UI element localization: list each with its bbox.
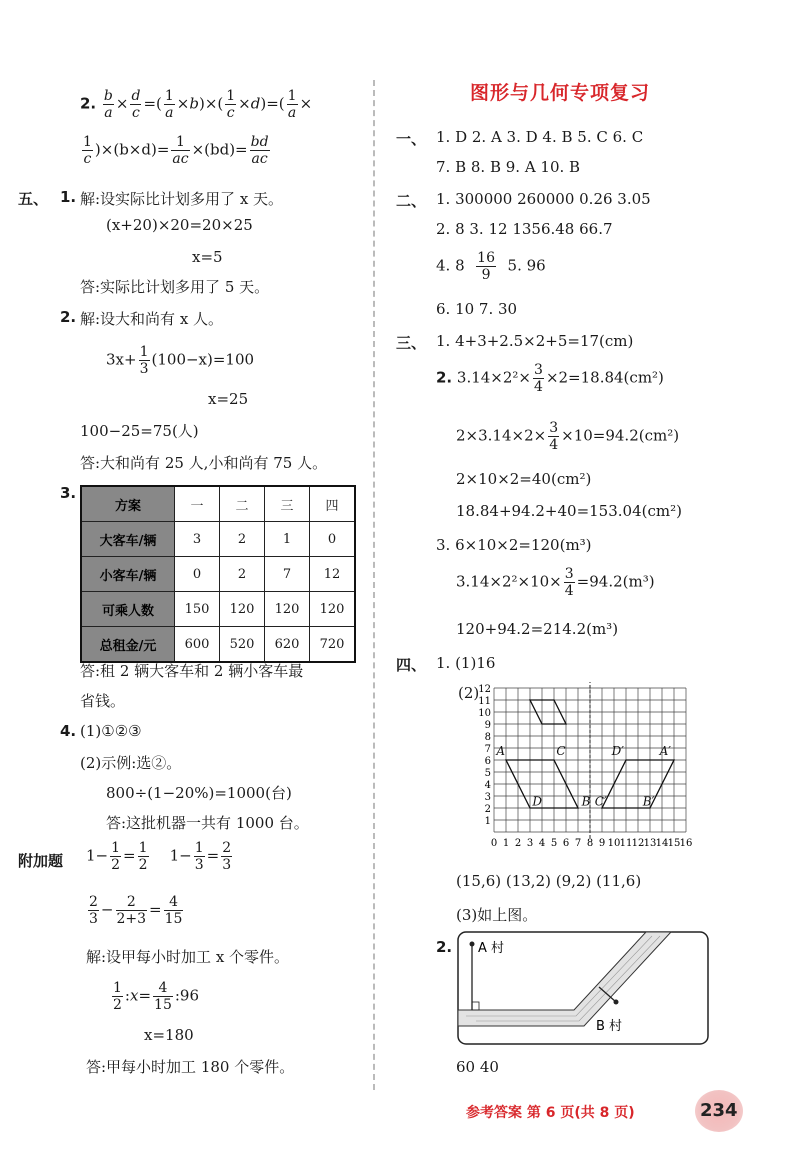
page-number: 234 xyxy=(700,1100,738,1121)
table-row xyxy=(81,522,355,557)
fraction: $\frac{1}{3}$ xyxy=(139,344,149,377)
s4-coords: (15,6) (13,2) (9,2) (11,6) xyxy=(456,872,642,890)
x-tick-label: 9 xyxy=(598,838,606,849)
eq-part: (100−x)=100 xyxy=(151,350,255,369)
s4-q1: 1. (1)16 xyxy=(436,654,496,672)
y-tick-label: 12 xyxy=(478,684,491,695)
sec1-line2: 7. B 8. B 9. A 10. B xyxy=(436,158,581,176)
fraction: $\frac{1}{2}$ xyxy=(138,840,148,873)
fraction: $\frac{1}{a}$ xyxy=(287,88,297,121)
y-tick-label: 4 xyxy=(484,780,491,791)
table-row xyxy=(81,627,355,663)
point-label: D xyxy=(532,794,543,809)
row-label: 小客车/辆 xyxy=(81,557,175,592)
s5-q2-text: 解:设大和尚有 x 人。 xyxy=(80,310,224,328)
grid-labels xyxy=(478,684,692,849)
fraction: $\frac{16}{9}$ xyxy=(477,250,495,283)
sec2-line2: 2. 8 3. 12 1356.48 66.7 xyxy=(436,220,613,238)
table-row xyxy=(81,592,355,627)
y-tick-label: 1 xyxy=(484,816,491,827)
x-tick-label: 5 xyxy=(550,838,558,849)
s3-q2-eq2: 2×3.14×2× $\frac{3}{4}$ ×10=94.2(cm²) xyxy=(456,420,680,453)
village-a-label: A 村 xyxy=(478,941,505,956)
table-cell: 1 xyxy=(265,522,310,557)
text: ×10=94.2(cm²) xyxy=(561,426,680,445)
y-tick-label: 2 xyxy=(484,804,491,815)
village-b-label: B 村 xyxy=(596,1019,623,1034)
s5-q4-eq: 800÷(1−20%)=1000(台) xyxy=(106,784,292,802)
x-tick-label: 4 xyxy=(538,838,546,849)
fraction: $\frac{4}{15}$ xyxy=(164,894,183,927)
point-label: A′ xyxy=(659,744,671,759)
section-1-label: 一、 xyxy=(396,130,427,148)
table-cell: 2 xyxy=(220,557,265,592)
s5-q1-label: 1. xyxy=(60,188,77,206)
point-label: B xyxy=(581,794,591,809)
table-cell: 720 xyxy=(310,627,356,663)
section-title: 图形与几何专项复习 xyxy=(470,82,651,104)
s5-q2-eq2: x=25 xyxy=(208,390,249,408)
s5-q2-eq1 xyxy=(106,344,254,377)
row-label: 可乘人数 xyxy=(81,592,175,627)
table-header-cell: 三 xyxy=(265,486,310,522)
s4-q2-answer: 60 40 xyxy=(456,1058,499,1076)
y-tick-label: 5 xyxy=(484,768,491,779)
point-label: B′ xyxy=(642,794,655,809)
table-row xyxy=(81,557,355,592)
fraction: $\frac{3}{4}$ xyxy=(534,362,543,395)
s3-q2-label: 2. xyxy=(436,368,453,387)
s3-q3: 3. 6×10×2=120(m³) xyxy=(436,536,592,554)
s5-q4-part2: (2)示例:选②。 xyxy=(80,754,182,772)
table-cell: 0 xyxy=(310,522,356,557)
s5-q3-answer-1: 答:租 2 辆大客车和 2 辆小客车最 xyxy=(80,662,304,680)
x-tick-label: 10 xyxy=(607,838,621,849)
fraction: $\frac{1}{ac}$ xyxy=(172,134,189,167)
text: 4. 8 xyxy=(436,256,465,275)
s3-q3-eq3: 120+94.2=214.2(m³) xyxy=(456,620,619,638)
fraction: $\frac{1}{2}$ xyxy=(111,840,121,873)
s5-q4-part1: (1)①②③ xyxy=(80,722,142,740)
x-tick-label: 16 xyxy=(679,838,693,849)
text: 5. 96 xyxy=(507,256,546,275)
s5-q1-eq1: (x+20)×20=20×25 xyxy=(106,216,253,234)
section-3-label: 三、 xyxy=(396,334,427,352)
village-map xyxy=(456,930,716,1050)
y-tick-label: 11 xyxy=(478,696,491,707)
section-5-label: 五、 xyxy=(18,190,49,208)
point-label: C′ xyxy=(594,794,607,809)
s5-q2-label: 2. xyxy=(60,308,77,326)
table-header-cell: 四 xyxy=(310,486,356,522)
table-cell: 0 xyxy=(175,557,220,592)
fraction: $\frac{1}{3}$ xyxy=(194,840,204,873)
s5-q3-label: 3. xyxy=(60,484,77,502)
section-4-label: 四、 xyxy=(396,656,427,674)
y-tick-label: 10 xyxy=(478,708,491,719)
table-header-row xyxy=(81,486,355,522)
s5-q1-text: 解:设实际比计划多用了 x 天。 xyxy=(80,190,284,208)
text: ×2=18.84(cm²) xyxy=(545,368,664,387)
fraction: $\frac{1}{c}$ xyxy=(226,88,236,121)
table-cell: 12 xyxy=(310,557,356,592)
text: =94.2(m³) xyxy=(576,572,655,591)
x-tick-label: 13 xyxy=(643,838,657,849)
s3-q3-eq2: 3.14×2²×10× $\frac{3}{4}$ =94.2(m³) xyxy=(456,566,655,599)
table-cell: 120 xyxy=(310,592,356,627)
s5-q3-answer-2: 省钱。 xyxy=(80,692,126,710)
plan-table xyxy=(80,485,356,663)
left-q2-line2 xyxy=(80,134,272,167)
fraction: $\frac{1}{a}$ xyxy=(164,88,174,121)
y-tick-label: 8 xyxy=(484,732,491,743)
row-label: 总租金/元 xyxy=(81,627,175,663)
footer-text: 参考答案 第 6 页(共 8 页) xyxy=(466,1105,635,1121)
x-tick-label: 0 xyxy=(490,838,498,849)
y-tick-label: 6 xyxy=(484,756,491,767)
table-cell: 620 xyxy=(265,627,310,663)
fraction: $\frac{3}{4}$ xyxy=(549,420,559,453)
x-tick-label: 15 xyxy=(667,838,681,849)
table-cell: 520 xyxy=(220,627,265,663)
sec1-line1: 1. D 2. A 3. D 4. B 5. C 6. C xyxy=(436,128,644,146)
bonus-eq2: x=180 xyxy=(144,1026,194,1044)
village-b-point xyxy=(614,1000,619,1005)
table-cell: 150 xyxy=(175,592,220,627)
x-tick-label: 1 xyxy=(502,838,510,849)
bonus-answer: 答:甲每小时加工 180 个零件。 xyxy=(86,1058,295,1076)
table-cell: 600 xyxy=(175,627,220,663)
q2-line2-mid: ×(bd)= xyxy=(191,140,248,159)
coordinate-grid xyxy=(460,680,710,860)
eq-part: 3x+ xyxy=(106,350,137,369)
s5-q1-answer: 答:实际比计划多用了 5 天。 xyxy=(80,278,270,296)
x-tick-label: 11 xyxy=(619,838,633,849)
point-label: D′ xyxy=(611,744,624,759)
y-tick-label: 7 xyxy=(484,744,491,755)
q2-label: 2. xyxy=(80,94,97,113)
fraction: $\frac{2}{3}$ xyxy=(222,840,232,873)
fraction: $\frac{4}{15}$ xyxy=(154,980,172,1013)
village-a-point xyxy=(470,942,475,947)
x-tick-label: 7 xyxy=(574,838,582,849)
column-divider xyxy=(373,80,375,1090)
bonus-eq1: $\frac{1}{2}$ :x= $\frac{4}{15}$ :96 xyxy=(113,980,199,1013)
left-q2-line1: 2. $\frac{b}{a}$ × $\frac{d}{c}$ =( $\frac{1}{a}$ ×b)×( $\frac{1}{c}$ ×d)=( $\frac{1}{a}$ × xyxy=(80,88,313,121)
fraction: $\frac{2}{2+3}$ xyxy=(116,894,147,927)
s5-q4-answer: 答:这批机器一共有 1000 台。 xyxy=(106,814,309,832)
x-tick-label: 14 xyxy=(655,838,669,849)
s5-q1-eq2: x=5 xyxy=(192,248,223,266)
point-label: C xyxy=(556,744,566,759)
y-tick-label: 9 xyxy=(484,720,491,731)
bonus-line2: $\frac{2}{3}$ − $\frac{2}{2+3}$ = $\frac{4}{15}$ xyxy=(89,894,183,927)
sec2-line1: 1. 300000 260000 0.26 3.05 xyxy=(436,190,651,208)
x-tick-label: 8 xyxy=(586,838,594,849)
section-2-label: 二、 xyxy=(396,192,427,210)
bonus-line1: 1− $\frac{1}{2}$ = $\frac{1}{2}$ 1− $\frac{1}{3}$ = $\frac{2}{3}$ xyxy=(86,840,232,873)
s3-q1: 1. 4+3+2.5×2+5=17(cm) xyxy=(436,332,634,350)
s3-q2-eq4: 18.84+94.2+40=153.04(cm²) xyxy=(456,502,682,520)
x-tick-label: 12 xyxy=(631,838,645,849)
s5-q4-label: 4. xyxy=(60,722,77,740)
fraction: $\frac{1}{c}$ xyxy=(83,134,92,167)
bonus-solve: 解:设甲每小时加工 x 个零件。 xyxy=(86,948,290,966)
s4-q1-part2: (2) xyxy=(458,684,480,702)
q2-line2-tail: )×(b×d)= xyxy=(94,140,170,159)
x-tick-label: 3 xyxy=(526,838,534,849)
sec2-line3 xyxy=(436,250,546,283)
table-cell: 2 xyxy=(220,522,265,557)
fraction: $\frac{1}{2}$ xyxy=(113,980,122,1013)
table-cell: 3 xyxy=(175,522,220,557)
right-angle-mark xyxy=(472,1002,479,1010)
fraction: $\frac{3}{4}$ xyxy=(564,566,574,599)
x-tick-label: 6 xyxy=(562,838,570,849)
table-header-cell: 方案 xyxy=(81,486,175,522)
table-cell: 120 xyxy=(220,592,265,627)
s4-q2-label: 2. xyxy=(436,938,453,956)
table-cell: 120 xyxy=(265,592,310,627)
table-header-cell: 一 xyxy=(175,486,220,522)
sec2-line4: 6. 10 7. 30 xyxy=(436,300,518,318)
y-tick-label: 3 xyxy=(484,792,491,803)
s4-part3: (3)如上图。 xyxy=(456,906,538,924)
fraction: $\frac{2}{3}$ xyxy=(89,894,98,927)
bonus-label: 附加题 xyxy=(18,852,64,870)
fraction: $\frac{d}{c}$ xyxy=(131,88,141,121)
s3-q2-eq3: 2×10×2=40(cm²) xyxy=(456,470,592,488)
row-label: 大客车/辆 xyxy=(81,522,175,557)
point-label: A xyxy=(496,744,506,759)
s3-q2-eq1: 2. 3.14×2²× $\frac{3}{4}$ ×2=18.84(cm²) xyxy=(436,362,664,395)
table-header-cell: 二 xyxy=(220,486,265,522)
table-cell: 7 xyxy=(265,557,310,592)
fraction: $\frac{bd}{ac}$ xyxy=(250,134,269,167)
fraction: $\frac{b}{a}$ xyxy=(103,88,113,121)
s5-q2-eq3: 100−25=75(人) xyxy=(80,422,199,440)
x-tick-label: 2 xyxy=(514,838,522,849)
s5-q2-answer: 答:大和尚有 25 人,小和尚有 75 人。 xyxy=(80,454,328,472)
